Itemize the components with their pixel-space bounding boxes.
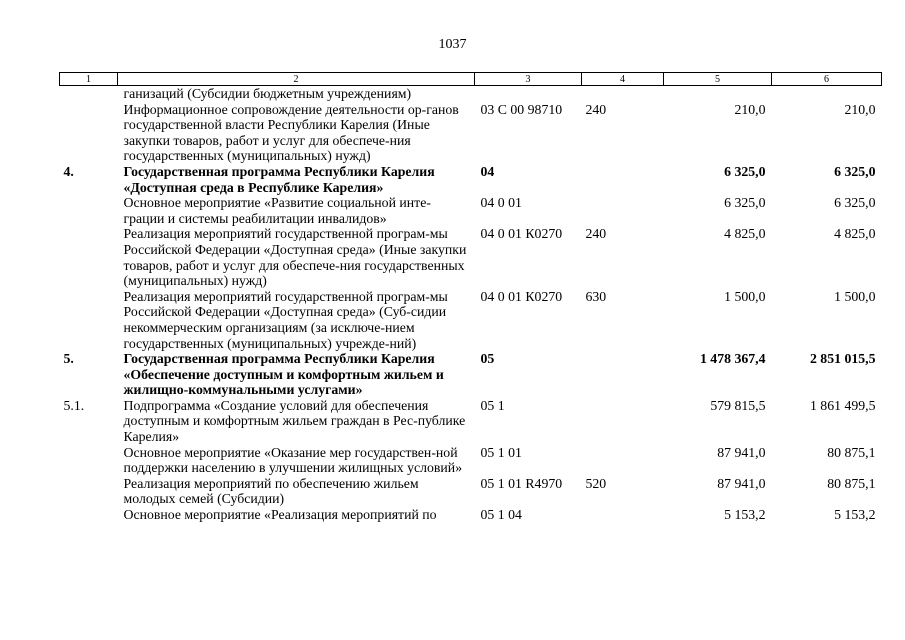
- row-expense-type: [582, 195, 664, 226]
- row-value-year1: 210,0: [734, 101, 766, 117]
- table-row: [60, 226, 882, 288]
- row-number: [60, 507, 118, 523]
- table-row-program: [60, 351, 882, 398]
- row-code: 04 0 01 К0270: [480, 288, 563, 304]
- table-body: [60, 86, 882, 523]
- table-row: [60, 476, 882, 507]
- row-expense-type: 520: [585, 475, 607, 491]
- budget-table: [59, 72, 882, 523]
- row-name: Основное мероприятие «Развитие социальной инте-грации и системы реабилитации инвалидов»: [123, 195, 431, 226]
- row-name: Реализация мероприятий по обеспечению жильем молодых семей (Субсидии): [123, 475, 419, 507]
- row-code: 05 1 04: [480, 507, 522, 523]
- row-value-year1: 6 325,0: [724, 195, 766, 211]
- row-number: [60, 86, 118, 102]
- row-expense-type: 630: [585, 288, 607, 304]
- row-name: Государственная программа Республики Карелия «Доступная среда в Республике Карелия»: [123, 163, 435, 195]
- row-number: [60, 476, 118, 507]
- row-expense-type: [582, 445, 664, 476]
- column-header-1: 1: [60, 73, 118, 86]
- row-value-year2: 80 875,1: [827, 444, 876, 460]
- row-value-year2: 6 325,0: [834, 195, 876, 211]
- table-row-program: [60, 164, 882, 195]
- row-value-year2: 1 861 499,5: [809, 397, 876, 413]
- row-number: [60, 445, 118, 476]
- table-row: [60, 445, 882, 476]
- row-expense-type: [582, 351, 664, 398]
- row-name: Информационное сопровождение деятельности ор-ганов государственной власти Республики Карелия (Иные закупки товаров, работ и услуг для обеспече-ния государственных (муниципальных) нужд): [123, 101, 459, 164]
- row-code: 04: [480, 163, 495, 179]
- row-value-year1: 87 941,0: [717, 444, 766, 460]
- row-number: 5.: [63, 351, 74, 367]
- row-number: [60, 195, 118, 226]
- row-code: 04 0 01 К0270: [480, 226, 563, 242]
- row-value-year1: 579 815,5: [710, 397, 766, 413]
- row-code: 05 1: [480, 397, 505, 413]
- table-row: [60, 398, 882, 445]
- table-row: [60, 102, 882, 164]
- column-header-4: 4: [582, 73, 664, 86]
- row-name: Основное мероприятие «Реализация мероприятий по: [123, 507, 437, 523]
- row-value-year1: 87 941,0: [717, 475, 766, 491]
- row-expense-type: 240: [585, 226, 607, 242]
- row-code: 05: [480, 351, 495, 367]
- table-row: [60, 195, 882, 226]
- row-value-year1: [664, 86, 772, 102]
- row-value-year2: 80 875,1: [827, 475, 876, 491]
- column-header-3: 3: [475, 73, 582, 86]
- row-number: [60, 289, 118, 351]
- row-code: 05 1 01: [480, 444, 522, 460]
- row-name: Государственная программа Республики Карелия «Обеспечение доступным и комфортным жильем и жилищно-коммунальными услугами»: [123, 351, 444, 398]
- column-header-6: 6: [772, 73, 882, 86]
- row-value-year1: 6 325,0: [724, 163, 766, 179]
- row-expense-type: [582, 164, 664, 195]
- row-code: 04 0 01: [480, 195, 522, 211]
- row-number: 5.1.: [63, 397, 85, 413]
- table-row: [60, 507, 882, 523]
- row-value-year1: 5 153,2: [724, 507, 766, 523]
- row-expense-type: [582, 398, 664, 445]
- row-name: ганизаций (Субсидии бюджетным учреждениям): [123, 86, 412, 101]
- row-name: Реализация мероприятий государственной програм-мы Российской Федерации «Доступная среда» (Иные закупки товаров, работ и услуг для обеспече-ния государственных (муниципальных) нужд): [123, 226, 467, 289]
- row-value-year2: 4 825,0: [834, 226, 876, 242]
- row-name: Реализация мероприятий государственной програм-мы Российской Федерации «Доступная среда» (Суб-сидии некоммерческим организациям (за исключе-нием государственных (муниципальных) учрежде-ний): [123, 288, 448, 351]
- row-value-year2: 210,0: [844, 101, 876, 117]
- row-value-year2: 5 153,2: [834, 507, 876, 523]
- row-name: Основное мероприятие «Оказание мер государствен-ной поддержки населению в улучшении жилищных условий»: [123, 444, 463, 476]
- table-row: [60, 86, 882, 102]
- column-header-5: 5: [664, 73, 772, 86]
- row-value-year2: 2 851 015,5: [809, 351, 876, 367]
- row-value-year2: 1 500,0: [834, 288, 876, 304]
- row-expense-type: 240: [585, 101, 607, 117]
- row-value-year1: 1 500,0: [724, 288, 766, 304]
- row-value-year1: 1 478 367,4: [699, 351, 766, 367]
- table-header-row: [60, 73, 882, 86]
- page-number: 1037: [438, 37, 467, 52]
- row-code: 05 1 01 R4970: [480, 475, 563, 491]
- table-row: [60, 289, 882, 351]
- row-code: [475, 86, 582, 102]
- row-value-year1: 4 825,0: [724, 226, 766, 242]
- row-value-year2: 6 325,0: [834, 163, 876, 179]
- row-number: [60, 102, 118, 164]
- row-number: 4.: [63, 163, 74, 179]
- row-expense-type: [582, 507, 664, 523]
- row-code: 03 С 00 98710: [480, 101, 563, 117]
- row-number: [60, 226, 118, 288]
- column-header-2: 2: [118, 73, 475, 86]
- row-expense-type: [582, 86, 664, 102]
- row-name: Подпрограмма «Создание условий для обеспечения доступным и комфортным жильем граждан в Рес-публике Карелия»: [123, 397, 466, 445]
- row-value-year2: [772, 86, 882, 102]
